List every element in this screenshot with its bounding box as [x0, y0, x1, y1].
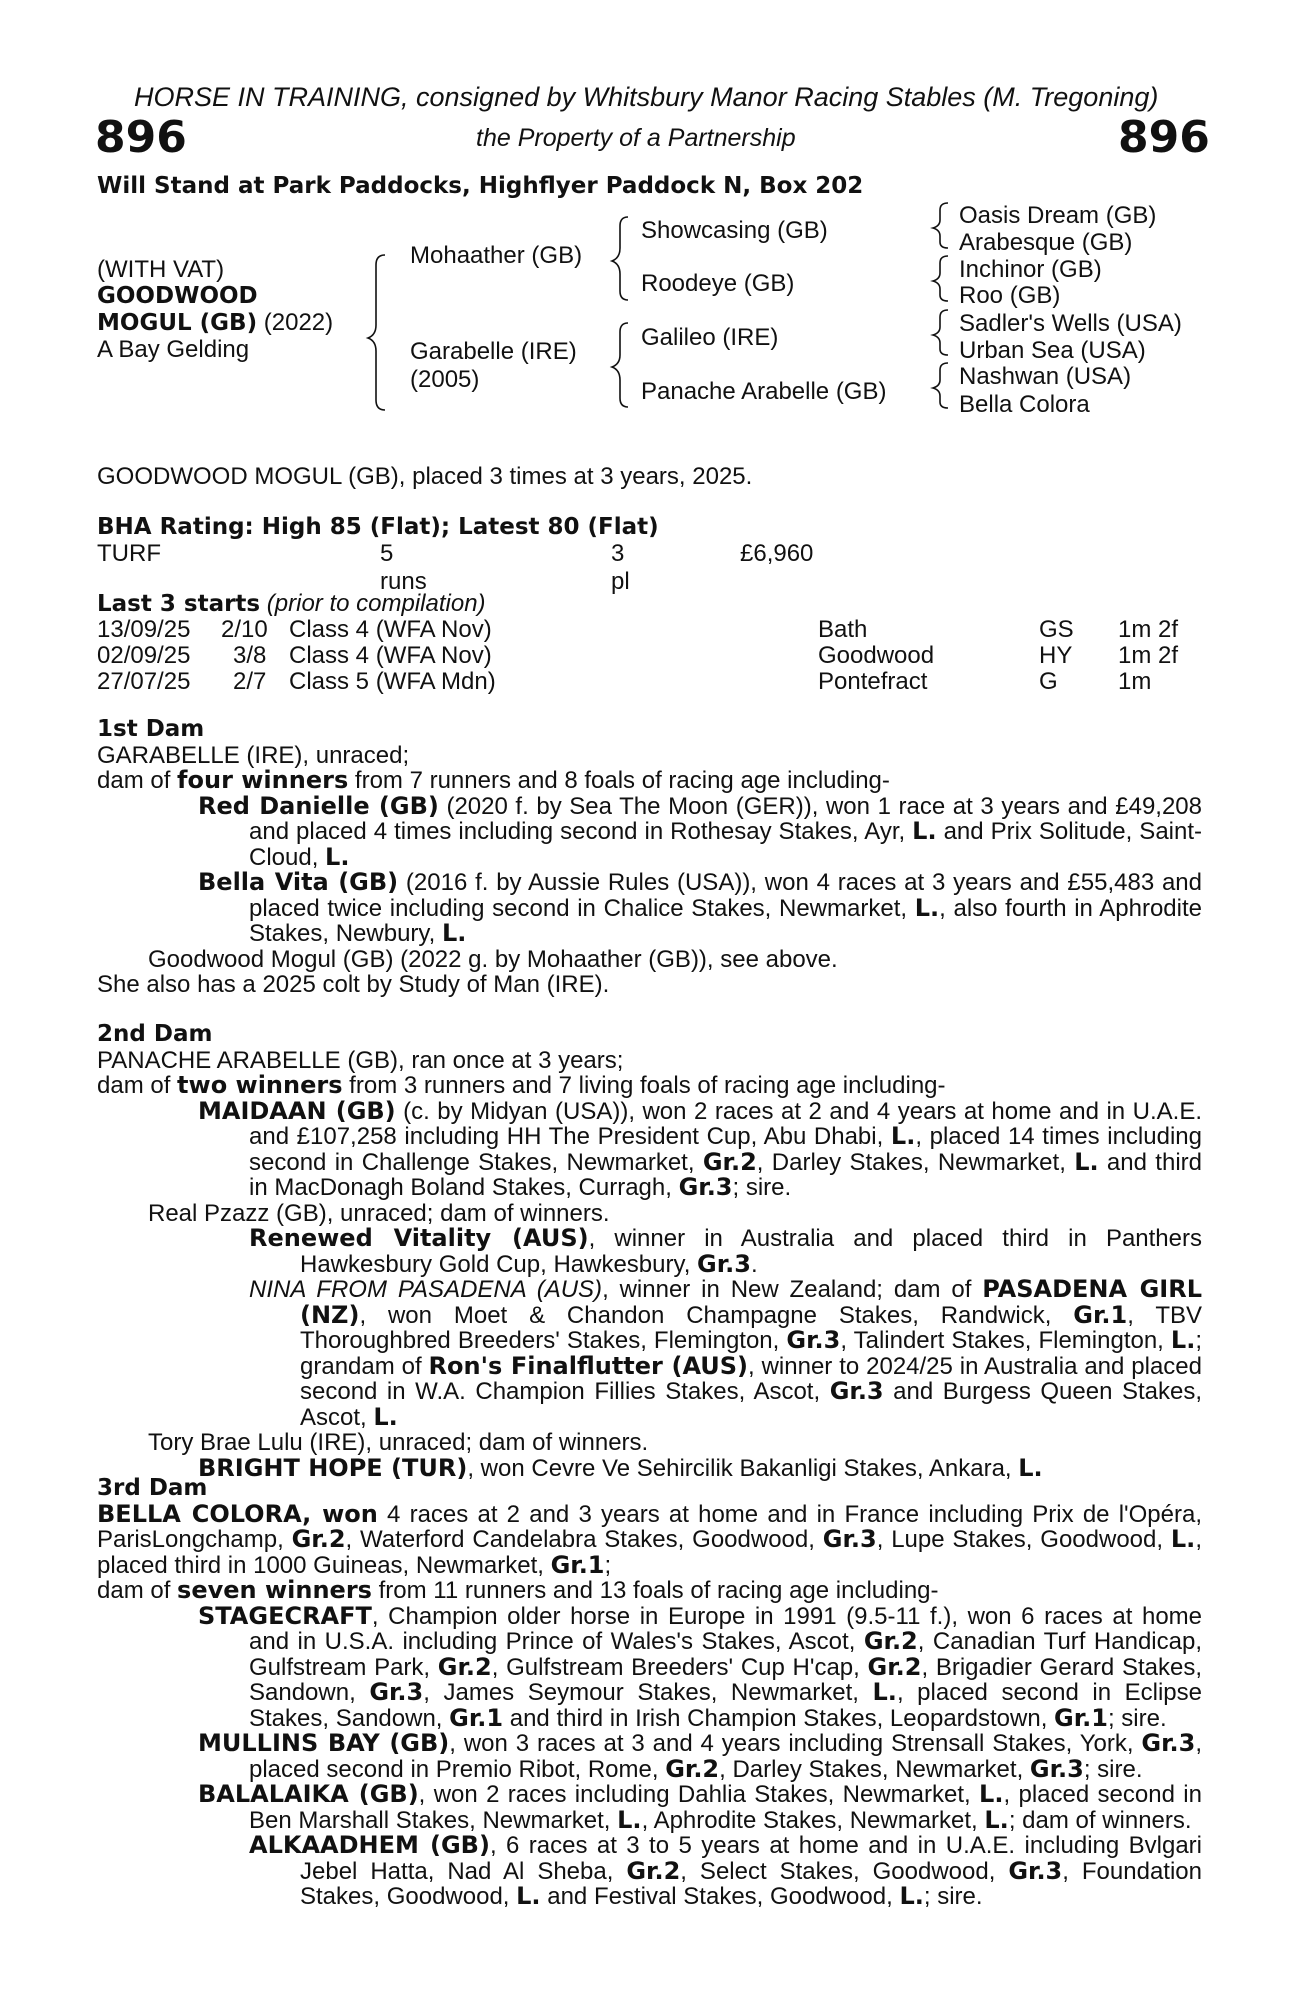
grade: L.	[872, 1678, 897, 1706]
text: , also fourth in Aphrodite Stakes, Newbury,	[249, 894, 1202, 947]
grade: Gr.2	[867, 1652, 922, 1681]
start-distance: 1m	[1118, 668, 1152, 695]
brace-sire	[612, 217, 628, 300]
start-course: Goodwood	[818, 642, 935, 669]
brace-roodeye	[933, 256, 948, 301]
text: (2020 f. by Sea The Moon (GER)), won 1 race at 3 years and £49,208 and placed 4 times including second in Rothesay Stakes, Ayr,	[249, 792, 1202, 845]
text: from 3 runners and 7 living foals of racing age including-	[342, 1072, 946, 1099]
text: , Brigadier Gerard Stakes, Sandown,	[249, 1653, 1202, 1706]
grade: Gr.3	[822, 1525, 877, 1553]
grade: Gr.2	[291, 1525, 346, 1553]
text: , Select Stakes, Goodwood,	[680, 1857, 1009, 1885]
vat-note: (WITH VAT)	[97, 256, 225, 283]
progeny-renewed-vitality	[148, 1226, 1202, 1277]
text: ; sire.	[732, 1174, 792, 1201]
rating-prize: £6,960	[740, 540, 814, 567]
bha-rating: BHA Rating: High 85 (Flat); Latest 80 (Flat)	[97, 514, 659, 540]
first-dam-title: 1st Dam	[97, 716, 205, 742]
horse-description: A Bay Gelding	[97, 336, 250, 363]
second-dam-title: 2nd Dam	[97, 1021, 213, 1047]
start-course: Bath	[818, 616, 868, 643]
start-course: Pontefract	[818, 668, 928, 695]
lot-number-left: 896	[95, 112, 187, 163]
start-going: G	[1039, 668, 1058, 695]
text: , Waterford Candelabra Stakes, Goodwood,	[345, 1526, 823, 1553]
grade: Gr.3	[369, 1678, 424, 1706]
text: ; grandam of	[300, 1327, 1202, 1380]
pedigree-sds: Inchinor (GB)	[959, 256, 1102, 283]
text: ; sire.	[1107, 1704, 1167, 1732]
brace-main	[368, 255, 385, 410]
progeny-name: MULLINS BAY (GB)	[198, 1729, 450, 1757]
text: , placed second in Premio Ribot, Rome,	[249, 1730, 1202, 1783]
lot-number-right: 896	[1118, 112, 1210, 163]
start-going: GS	[1039, 616, 1074, 643]
pedigree-sire-sire: Showcasing (GB)	[641, 217, 828, 244]
progeny-stagecraft	[97, 1601, 1203, 1732]
text: , winner in Australia and placed third in Panthers Hawkesbury Gold Cup, Hawkesbury,	[300, 1225, 1202, 1278]
progeny-name: Renewed Vitality (AUS)	[249, 1224, 589, 1252]
text: ; sire.	[1083, 1755, 1143, 1783]
start-class: Class 4 (WFA Nov)	[289, 616, 492, 643]
start-date: 02/09/25	[97, 642, 191, 669]
text: , won	[302, 1499, 378, 1528]
text: , Canadian Turf Handicap, Gulfstream Park,	[249, 1628, 1202, 1681]
start-class: Class 4 (WFA Nov)	[289, 642, 492, 669]
start-position: 2/10	[221, 616, 268, 643]
horse-name-line1: GOODWOOD	[97, 283, 258, 309]
dam1-note: She also has a 2025 colt by Study of Man (IRE).	[97, 971, 610, 998]
third-dam-section	[97, 1476, 1202, 1910]
progeny-maidaan	[97, 1096, 1202, 1201]
progeny-mullins-bay	[97, 1731, 1202, 1782]
progeny-balalaika	[97, 1782, 1202, 1833]
progeny-name: Red Danielle (GB)	[198, 791, 439, 820]
grade: L.	[617, 1805, 642, 1834]
grade: L.	[516, 1882, 541, 1910]
text: , Darley Stakes, Newmarket,	[719, 1755, 1030, 1783]
last-starts-note: (prior to compilation)	[260, 590, 486, 617]
text: , placed 14 times including second in Challenge Stakes, Newmarket,	[249, 1123, 1202, 1176]
grade: Gr.2	[665, 1754, 720, 1783]
text: 4 races at 2 and 3 years at home and in France including Prix de l'Opéra, ParisLongchamp,	[97, 1500, 1202, 1553]
start-position: 2/7	[233, 668, 267, 695]
text: ; sire.	[923, 1883, 983, 1910]
winners-count: four winners	[177, 766, 349, 794]
start-distance: 1m 2f	[1118, 616, 1179, 643]
grade: Gr.2	[437, 1652, 492, 1681]
progeny-nina-from-pasadena	[148, 1277, 1202, 1430]
pedigree-dds: Nashwan (USA)	[959, 363, 1132, 390]
grade: Gr.2	[863, 1627, 918, 1655]
grade: L.	[1018, 1453, 1043, 1482]
grade: L.	[1074, 1147, 1099, 1176]
start-date: 27/07/25	[97, 668, 191, 695]
second-dam-line1: PANACHE ARABELLE (GB), ran once at 3 years;	[97, 1046, 624, 1074]
text: dam of	[97, 1577, 178, 1604]
text: , winner in New Zealand; dam of	[602, 1276, 983, 1303]
text: , Darley Stakes, Newmarket,	[756, 1148, 1075, 1176]
text: (2016 f. by Aussie Rules (USA)), won 4 races at 3 years and £55,483 and placed twice including second in Chalice Stakes, Newmarket,	[249, 869, 1202, 922]
pedigree-dam-dam: Panache Arabelle (GB)	[641, 378, 887, 405]
third-dam-line2	[97, 1578, 1202, 1604]
grade: Gr.3	[697, 1249, 751, 1278]
horse-year: (2022)	[257, 309, 334, 336]
grade: Gr.1	[1054, 1703, 1108, 1732]
grade: Gr.3	[678, 1173, 733, 1201]
race-summary: GOODWOOD MOGUL (GB), placed 3 times at 3 years, 2025.	[97, 463, 753, 490]
text: , won 3 races at 3 and 4 years including Strensall Stakes, York,	[449, 1730, 1142, 1757]
text: , Aphrodite Stakes, Newmarket,	[641, 1806, 985, 1834]
grade: L.	[890, 1122, 916, 1150]
text: , placed third in 1000 Guineas, Newmarket,	[97, 1526, 1202, 1579]
text: from 11 runners and 13 foals of racing age including-	[371, 1577, 939, 1604]
pedigree-ddd: Bella Colora	[959, 391, 1090, 418]
text: , Gulfstream Breeders' Cup H'cap,	[491, 1653, 868, 1681]
text: and third in MacDonagh Boland Stakes, Curragh,	[249, 1148, 1202, 1201]
pedigree-sire: Mohaather (GB)	[410, 242, 583, 269]
text: and Prix Solitude, Saint-Cloud,	[249, 818, 1202, 871]
grade: Gr.2	[702, 1147, 757, 1176]
text: dam of	[97, 1072, 178, 1099]
second-dam-line2	[97, 1073, 1202, 1099]
stand-location: Will Stand at Park Paddocks, Highflyer Paddock N, Box 202	[97, 173, 864, 199]
progeny-alkaadhem	[148, 1833, 1202, 1910]
text: , won 2 races including Dahlia Stakes, Newmarket,	[418, 1781, 980, 1808]
pedigree-dss: Sadler's Wells (USA)	[959, 310, 1182, 337]
grade: Gr.2	[626, 1856, 681, 1885]
start-going: HY	[1039, 642, 1073, 669]
text: ;	[604, 1551, 612, 1579]
progeny-name: Ron's Finalflutter (AUS)	[428, 1351, 749, 1380]
text: , Talindert Stakes, Flemington,	[840, 1327, 1171, 1354]
progeny-real-pzazz: Real Pzazz (GB), unraced; dam of winners.	[148, 1199, 610, 1227]
dam-name: BELLA COLORA	[97, 1499, 303, 1528]
progeny-name: NINA FROM PASADENA (AUS)	[249, 1276, 603, 1303]
text: , winner to 2024/25 in Australia and placed second in W.A. Champion Fillies Stakes, Ascot,	[300, 1352, 1202, 1405]
text: , Lupe Stakes, Goodwood,	[876, 1526, 1171, 1553]
grade: L.	[1170, 1326, 1196, 1354]
text: and Festival Stakes, Goodwood,	[540, 1883, 900, 1910]
pedigree-dsd: Urban Sea (USA)	[959, 337, 1146, 364]
pedigree-sss: Oasis Dream (GB)	[959, 202, 1157, 229]
brace-panache	[933, 363, 948, 408]
progeny-name: BALALAIKA (GB)	[198, 1780, 419, 1808]
consignment-line: HORSE IN TRAINING, consigned by Whitsbury Manor Racing Stables (M. Tregoning)	[134, 82, 1159, 112]
brace-showcasing	[933, 203, 948, 248]
winners-count: two winners	[177, 1071, 343, 1099]
start-distance: 1m 2f	[1118, 642, 1179, 669]
progeny-red-danielle	[97, 791, 1202, 871]
text: , TBV Thoroughbred Breeders' Stakes, Flemington,	[300, 1301, 1203, 1354]
grade: L.	[373, 1402, 398, 1431]
pedigree-sdd: Roo (GB)	[959, 282, 1061, 309]
rating-runs: 5 runs	[380, 540, 427, 595]
text: , placed second in Eclipse Stakes, Sandown,	[249, 1679, 1203, 1732]
text: .	[750, 1250, 758, 1278]
progeny-name: ALKAADHEM (GB)	[249, 1831, 490, 1859]
brace-galileo	[933, 310, 948, 355]
third-dam-title: 3rd Dam	[97, 1475, 208, 1501]
text: dam of	[97, 767, 178, 794]
rating-placed: 3 pl	[611, 540, 630, 595]
progeny-name: MAIDAAN (GB)	[198, 1096, 396, 1125]
rating-surface: TURF	[97, 540, 161, 567]
grade: L.	[914, 893, 940, 922]
text: , won Cevre Ve Sehircilik Bakanligi Stakes, Ankara,	[467, 1454, 1019, 1482]
last-starts-heading	[97, 590, 486, 618]
text: , 6 races at 3 to 5 years at home and in U.A.E. including Bvlgari Jebel Hatta, Nad Al Sheba,	[300, 1832, 1203, 1885]
grade: L.	[1170, 1525, 1196, 1553]
text: from 7 runners and 8 foals of racing age including-	[348, 767, 890, 794]
grade: L.	[912, 817, 937, 845]
second-dam-section	[97, 1022, 1202, 1481]
first-dam-line1: GARABELLE (IRE), unraced;	[97, 741, 410, 769]
grade: Gr.3	[1008, 1856, 1063, 1885]
progeny-goodwood-mogul: Goodwood Mogul (GB) (2022 g. by Mohaather (GB)), see above.	[148, 945, 838, 973]
grade: Gr.3	[829, 1377, 884, 1405]
property-line: the Property of a Partnership	[476, 124, 796, 152]
pedigree-ssd: Arabesque (GB)	[959, 229, 1133, 256]
text: , Foundation Stakes, Goodwood,	[300, 1857, 1202, 1910]
start-position: 3/8	[233, 642, 267, 669]
text: , Champion older horse in Europe in 1991 (9.5-11 f.), won 6 races at home and in U.S.A. including Prince of Wales's Stakes, Ascot,	[249, 1602, 1202, 1655]
pedigree-sire-dam: Roodeye (GB)	[641, 270, 795, 297]
grade: L.	[899, 1882, 924, 1910]
first-dam-line2	[97, 768, 1202, 794]
start-date: 13/09/25	[97, 616, 191, 643]
pedigree-dam-year: (2005)	[410, 366, 480, 393]
progeny-name: PASADENA GIRL (NZ)	[300, 1275, 1202, 1329]
grade: L.	[325, 842, 350, 871]
pedigree-dam-sire: Galileo (IRE)	[641, 324, 779, 351]
progeny-name: STAGECRAFT	[198, 1601, 372, 1630]
grade: L.	[441, 919, 467, 947]
winners-count: seven winners	[177, 1576, 372, 1604]
last-starts-title: Last 3 starts	[97, 591, 261, 617]
bella-colora-record	[97, 1499, 1202, 1579]
progeny-name: BRIGHT HOPE (TUR)	[198, 1453, 468, 1482]
text: , James Seymour Stakes, Newmarket,	[423, 1679, 873, 1706]
text: (c. by Midyan (USA)), won 2 races at 2 and 4 years at home and in U.A.E. and £107,258 including HH The President Cup, Abu Dhabi,	[249, 1097, 1202, 1150]
grade: Gr.1	[449, 1703, 504, 1732]
grade: Gr.3	[1029, 1754, 1084, 1783]
first-dam-section	[97, 717, 1202, 998]
brace-dam	[612, 323, 628, 407]
text: and Burgess Queen Stakes, Ascot,	[300, 1378, 1203, 1431]
grade: Gr.3	[1141, 1729, 1196, 1757]
grade: Gr.1	[550, 1550, 605, 1579]
start-class: Class 5 (WFA Mdn)	[289, 668, 496, 695]
pedigree-dam: Garabelle (IRE)	[410, 338, 577, 365]
grade: L.	[979, 1780, 1004, 1808]
text: , won Moet & Chandon Champagne Stakes, Randwick,	[359, 1301, 1074, 1329]
text: and third in Irish Champion Stakes, Leopardstown,	[503, 1704, 1055, 1732]
text: , placed second in Ben Marshall Stakes, Newmarket,	[249, 1781, 1202, 1834]
progeny-tory-brae-lulu: Tory Brae Lulu (IRE), unraced; dam of winners.	[148, 1429, 649, 1456]
text: ; dam of winners.	[1008, 1806, 1192, 1834]
grade: Gr.3	[786, 1326, 841, 1354]
progeny-bella-vita	[97, 870, 1202, 947]
progeny-name: Bella Vita (GB)	[198, 868, 399, 896]
grade: L.	[984, 1805, 1009, 1834]
grade: Gr.1	[1073, 1300, 1128, 1329]
horse-name-bold: MOGUL (GB)	[97, 310, 258, 336]
